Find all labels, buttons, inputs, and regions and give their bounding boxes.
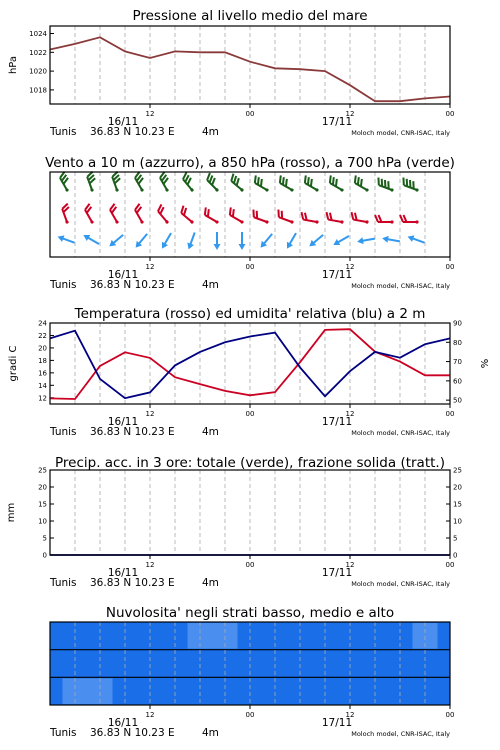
y2-tick-label: 70 <box>453 358 462 367</box>
wind-barb-base <box>415 220 418 223</box>
y-tick-label: 16 <box>38 369 47 378</box>
wind-arrow-head <box>56 233 64 242</box>
wind-arrow-head <box>284 242 293 251</box>
wind-barb-flag <box>376 178 381 186</box>
wind-barb-2 <box>107 232 125 249</box>
time-tick-label: 12 <box>345 711 355 719</box>
date-label: 16/11 <box>107 116 139 128</box>
wind-barb-0 <box>326 175 346 192</box>
wind-barb-1 <box>325 212 345 224</box>
wind-barb-0 <box>375 178 395 192</box>
wind-barb-1 <box>350 212 370 224</box>
wind-barb-1 <box>226 207 246 224</box>
wind-barb-0 <box>204 173 223 192</box>
y-axis-label: hPa <box>8 55 19 75</box>
wind-barb-1 <box>132 204 149 224</box>
y2-tick-label: 5 <box>453 534 458 543</box>
wind-barb-1 <box>178 206 198 225</box>
y2-tick-label: 25 <box>453 466 462 475</box>
wind-barb-1 <box>400 215 419 224</box>
y-tick-label: 1020 <box>29 67 47 76</box>
wind-arrow-head <box>159 242 168 251</box>
location-name: Tunis <box>50 727 77 739</box>
model-credit: Moloch model, CNR-ISAC, Italy <box>351 730 450 738</box>
time-tick-label: 12 <box>345 410 355 418</box>
location-coords: 36.83 N 10.23 E <box>90 577 175 589</box>
wind-barb-1 <box>155 204 174 224</box>
wind-barb-2 <box>258 232 275 250</box>
chart-title: Nuvolosita' negli strati basso, medio e alto <box>105 605 395 621</box>
location-name: Tunis <box>50 577 77 589</box>
wind-arrow-head <box>239 244 246 250</box>
date-label: 17/11 <box>321 269 353 281</box>
wind-arrow-head <box>185 243 194 251</box>
location-elevation: 4m <box>202 126 219 138</box>
wind-barb-0 <box>132 172 149 192</box>
location-coords: 36.83 N 10.23 E <box>90 279 175 291</box>
wind-barb-flag <box>325 212 329 219</box>
time-tick-label: 12 <box>345 110 355 118</box>
wind-arrow-head <box>82 232 91 241</box>
wind-barb-shaft <box>303 220 317 222</box>
wind-arrow-head <box>214 244 221 250</box>
wind-barb-2 <box>284 231 299 250</box>
wind-barb-2 <box>332 233 351 248</box>
y-tick-label: 5 <box>42 534 47 543</box>
model-credit: Moloch model, CNR-ISAC, Italy <box>351 580 450 588</box>
date-label: 16/11 <box>107 567 139 579</box>
location-name: Tunis <box>50 426 77 438</box>
time-tick-label: 12 <box>345 263 355 271</box>
y2-tick-label: 80 <box>453 338 462 347</box>
location-elevation: 4m <box>202 577 219 589</box>
wind-barb-flag <box>400 215 403 222</box>
time-tick-label: 00 <box>245 263 255 271</box>
y-tick-label: 1018 <box>29 86 47 95</box>
wind-barb-flag <box>401 178 406 186</box>
wind-barb-shaft <box>183 179 192 190</box>
wind-barb-shaft <box>181 213 192 222</box>
wind-barb-2 <box>82 232 101 247</box>
date-label: 17/11 <box>321 717 353 729</box>
wind-barb-0 <box>400 178 420 192</box>
wind-barb-flag <box>350 212 354 219</box>
y-tick-label: 24 <box>38 319 47 328</box>
y-axis-label: gradi C <box>8 345 19 382</box>
time-tick-label: 12 <box>345 561 355 569</box>
wind-barb-base <box>315 220 319 224</box>
date-label: 17/11 <box>321 116 353 128</box>
date-label: 16/11 <box>107 269 139 281</box>
time-tick-label: 00 <box>245 110 255 118</box>
wind-arrow-head <box>382 235 389 243</box>
wind-barb-shaft <box>328 220 342 222</box>
y2-tick-label: 20 <box>453 483 462 492</box>
wind-arrow-head <box>357 237 364 245</box>
wind-barb-2 <box>406 233 425 246</box>
wind-barb-0 <box>228 174 248 193</box>
wind-barb-0 <box>351 175 371 192</box>
wind-barb-base <box>365 220 369 224</box>
wind-barb-shaft <box>254 217 267 222</box>
wind-barb-flag <box>251 210 256 218</box>
y-tick-label: 0 <box>42 551 47 560</box>
y-tick-label: 14 <box>38 381 47 390</box>
wind-barb-0 <box>57 172 74 192</box>
chart-title: Precip. acc. in 3 ore: totale (verde), frazione solida (tratt.) <box>55 455 445 471</box>
date-label: 16/11 <box>107 416 139 428</box>
y2-axis-label: % <box>480 358 491 369</box>
wind-barb-2 <box>159 231 174 250</box>
location-name: Tunis <box>50 279 77 291</box>
wind-barb-1 <box>60 204 74 224</box>
wind-barb-2 <box>239 232 246 250</box>
y2-tick-label: 90 <box>453 319 462 328</box>
wind-barb-2 <box>56 233 75 246</box>
wind-barb-flag <box>379 215 382 222</box>
cloud-cover-panel <box>49 605 454 739</box>
wind-barb-0 <box>251 175 271 192</box>
y-tick-label: 1022 <box>29 48 47 57</box>
y-tick-label: 20 <box>38 483 47 492</box>
wind-barb-shaft <box>230 215 242 222</box>
wind-arrow-head <box>332 239 341 248</box>
location-coords: 36.83 N 10.23 E <box>90 727 175 739</box>
y-tick-label: 10 <box>38 517 47 526</box>
wind-barb-1 <box>82 204 99 224</box>
wind-barb-2 <box>357 235 376 245</box>
wind-barb-0 <box>276 175 296 192</box>
wind-barb-0 <box>85 172 99 192</box>
date-label: 17/11 <box>321 567 353 579</box>
y-tick-label: 12 <box>38 394 47 403</box>
location-elevation: 4m <box>202 727 219 739</box>
y-tick-label: 15 <box>38 500 47 509</box>
y2-tick-label: 50 <box>453 396 462 405</box>
time-tick-label: 00 <box>245 561 255 569</box>
wind-panel <box>45 155 455 291</box>
model-credit: Moloch model, CNR-ISAC, Italy <box>351 282 450 290</box>
model-credit: Moloch model, CNR-ISAC, Italy <box>351 429 450 437</box>
time-tick-label: 00 <box>445 263 455 271</box>
wind-barb-0 <box>110 172 124 192</box>
wind-barb-2 <box>382 235 401 245</box>
location-name: Tunis <box>50 126 77 138</box>
y-tick-label: 1024 <box>29 30 47 39</box>
wind-barb-flag <box>300 212 304 219</box>
wind-barb-1 <box>375 215 394 224</box>
location-elevation: 4m <box>202 279 219 291</box>
time-tick-label: 12 <box>145 561 155 569</box>
wind-barb-1 <box>250 210 270 224</box>
time-tick-label: 00 <box>445 561 455 569</box>
wind-barb-base <box>340 220 344 224</box>
y-tick-label: 22 <box>38 331 47 340</box>
chart-title: Temperatura (rosso) ed umidita' relativa (blu) a 2 m <box>74 306 426 322</box>
date-label: 17/11 <box>321 416 353 428</box>
y-tick-label: 18 <box>38 356 47 365</box>
wind-barb-base <box>390 220 393 223</box>
wind-barb-1 <box>275 210 295 224</box>
time-tick-label: 00 <box>445 410 455 418</box>
plot-frame <box>50 323 450 404</box>
wind-barb-2 <box>185 231 198 250</box>
y2-tick-label: 10 <box>453 517 462 526</box>
wind-barb-2 <box>133 232 150 250</box>
wind-barb-shaft <box>279 217 292 222</box>
y-tick-label: 20 <box>38 344 47 353</box>
wind-barb-flag <box>276 210 281 218</box>
y-axis-label: mm <box>6 502 17 523</box>
time-tick-label: 00 <box>245 711 255 719</box>
wind-barb-shaft <box>205 215 217 222</box>
location-coords: 36.83 N 10.23 E <box>90 426 175 438</box>
wind-barb-2 <box>307 232 325 249</box>
y2-tick-label: 60 <box>453 377 462 386</box>
time-tick-label: 12 <box>145 263 155 271</box>
wind-barb-2 <box>214 232 221 250</box>
y2-tick-label: 15 <box>453 500 462 509</box>
pressure-panel <box>8 8 454 138</box>
wind-barb-1 <box>300 212 320 224</box>
wind-barb-1 <box>201 207 221 224</box>
chart-title: Pressione al livello medio del mare <box>132 8 368 24</box>
precipitation-panel <box>6 455 462 589</box>
y2-tick-label: 0 <box>453 551 458 560</box>
time-tick-label: 00 <box>245 410 255 418</box>
y-tick-label: 25 <box>38 466 47 475</box>
date-label: 16/11 <box>107 717 139 729</box>
time-tick-label: 00 <box>445 711 455 719</box>
wind-barb-0 <box>180 172 199 192</box>
location-coords: 36.83 N 10.23 E <box>90 126 175 138</box>
wind-barb-shaft <box>353 220 367 222</box>
wind-barb-flag <box>404 215 407 222</box>
temperature-humidity-panel <box>8 306 491 438</box>
wind-barb-shaft <box>158 211 167 222</box>
wind-barb-flag <box>375 215 378 222</box>
wind-barb-1 <box>107 204 124 224</box>
time-tick-label: 12 <box>145 711 155 719</box>
time-tick-label: 12 <box>145 410 155 418</box>
time-tick-label: 00 <box>445 110 455 118</box>
model-credit: Moloch model, CNR-ISAC, Italy <box>351 129 450 137</box>
wind-barb-0 <box>157 172 174 192</box>
time-tick-label: 12 <box>145 110 155 118</box>
location-elevation: 4m <box>202 426 219 438</box>
chart-title: Vento a 10 m (azzurro), a 850 hPa (rosso), a 700 hPa (verde) <box>45 155 455 171</box>
wind-arrow-head <box>406 233 414 242</box>
wind-barb-0 <box>301 175 321 192</box>
wind-barb-shaft <box>207 180 217 190</box>
